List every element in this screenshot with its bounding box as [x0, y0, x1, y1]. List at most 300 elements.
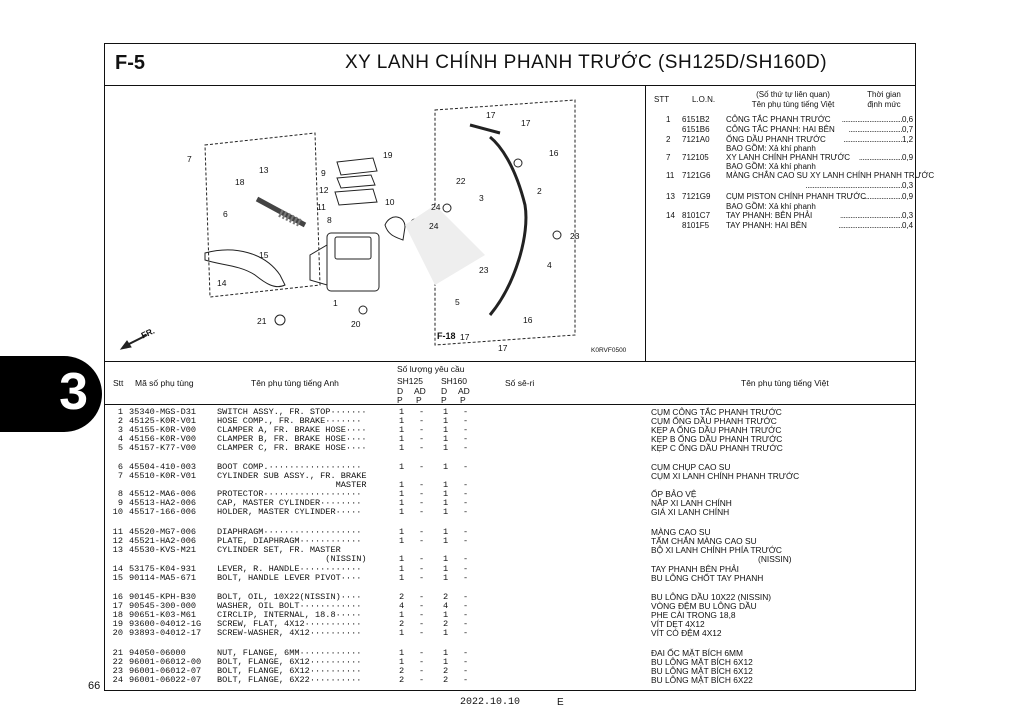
row-part-no: 45521-HA2-006: [129, 536, 197, 546]
table-row: [105, 444, 915, 453]
row-qty-2: -: [419, 480, 425, 490]
ref-time: 0,3: [902, 211, 914, 220]
callout-23a: 23: [570, 231, 580, 241]
row-qty-1: 1: [399, 443, 405, 453]
row-name-en: BOLT, FLANGE, 6X12··········: [217, 666, 362, 676]
col-d-2: D: [441, 386, 448, 396]
ref-stt: 14: [666, 211, 675, 220]
ref-time: 0,4: [902, 221, 914, 230]
callout-16b: 16: [523, 315, 533, 325]
row-stt: 2: [117, 416, 123, 426]
row-qty-4: -: [463, 536, 469, 546]
row-qty-2: -: [419, 666, 425, 676]
col-serial: Số sê-ri: [505, 378, 535, 388]
callout-13: 13: [259, 165, 269, 175]
row-name-vi: (NISSIN): [651, 554, 792, 564]
row-part-no: 45510-K0R-V01: [129, 471, 197, 481]
ref-name: CÔNG TẮC PHANH: HAI BÊN: [726, 125, 835, 134]
callout-20: 20: [351, 319, 361, 329]
row-qty-2: -: [419, 619, 425, 629]
row-part-no: 45155-K0R-V00: [129, 425, 197, 435]
ref-code: 712105: [682, 153, 709, 162]
callout-17b: 17: [521, 118, 531, 128]
ref-name: TAY PHANH: HAI BÊN: [726, 221, 807, 230]
ref-code: 8101C7: [682, 211, 711, 220]
row-part-no: 96001-06022-07: [129, 675, 202, 685]
row-name-vi: VÒNG ĐỆM BU LÔNG DẦU: [651, 601, 757, 611]
callout-17d: 17: [498, 343, 508, 353]
col-p-3: P: [441, 395, 447, 405]
table-row: [105, 574, 915, 583]
row-qty-3: 1: [443, 554, 449, 564]
row-qty-3: 1: [443, 648, 449, 658]
ref-time: 0,7: [902, 125, 914, 134]
row-name-en: BOLT, FLANGE, 6X12··········: [217, 657, 362, 667]
row-name-en: PROTECTOR···················: [217, 489, 362, 499]
callout-22: 22: [456, 176, 466, 186]
callout-7: 7: [187, 154, 192, 164]
callout-24b: 24: [429, 221, 439, 231]
row-qty-4: -: [463, 462, 469, 472]
callout-19: 19: [383, 150, 393, 160]
row-name-en: CLAMPER C, FR. BRAKE HOSE····: [217, 443, 367, 453]
row-qty-3: 1: [443, 425, 449, 435]
col-name-vi: Tên phụ tùng tiếng Việt: [741, 378, 829, 388]
row-stt: 14: [112, 564, 123, 574]
row-qty-3: 1: [443, 573, 449, 583]
row-qty-1: 1: [399, 416, 405, 426]
callout-12: 12: [319, 185, 329, 195]
callout-9: 9: [321, 168, 326, 178]
row-qty-4: -: [463, 416, 469, 426]
row-name-vi: CỤM ỐNG DẦU PHANH TRƯỚC: [651, 416, 777, 426]
row-part-no: 93600-04012-1G: [129, 619, 202, 629]
col-model-1: SH125: [397, 376, 423, 386]
ref-code: 7121G6: [682, 171, 711, 180]
row-part-no: 96001-06012-00: [129, 657, 202, 667]
row-name-en: SCREW-WASHER, 4X12··········: [217, 628, 362, 638]
row-part-no: 45517-166-006: [129, 507, 197, 517]
row-qty-3: 1: [443, 489, 449, 499]
row-qty-4: -: [463, 527, 469, 537]
row-part-no: 90114-MA5-671: [129, 573, 197, 583]
callout-21: 21: [257, 316, 267, 326]
row-qty-4: -: [463, 443, 469, 453]
row-qty-2: -: [419, 554, 425, 564]
row-stt: 16: [112, 592, 123, 602]
row-part-no: 45157-K77-V00: [129, 443, 197, 453]
reference-row: [646, 192, 916, 202]
row-stt: 5: [117, 443, 123, 453]
row-qty-4: -: [463, 425, 469, 435]
row-qty-1: 1: [399, 573, 405, 583]
row-qty-4: -: [463, 434, 469, 444]
row-part-no: 45513-HA2-006: [129, 498, 197, 508]
callout-18: 18: [235, 177, 245, 187]
callout-6: 6: [223, 209, 228, 219]
reference-label: F-18: [437, 331, 456, 341]
row-qty-3: 1: [443, 628, 449, 638]
col-p-4: P: [460, 395, 466, 405]
page-header: [105, 44, 915, 86]
row-qty-1: 1: [399, 507, 405, 517]
row-qty-2: -: [419, 527, 425, 537]
row-qty-1: 1: [399, 564, 405, 574]
ref-col-name: (Số thứ tự liên quan) Tên phụ tùng tiếng Việt: [751, 90, 835, 109]
row-name-en: LEVER, R. HANDLE············: [217, 564, 362, 574]
row-stt: 4: [117, 434, 123, 444]
ref-col-lon: L.O.N.: [692, 95, 716, 104]
row-stt: 3: [117, 425, 123, 435]
diagram-callouts: [105, 85, 645, 361]
row-stt: 24: [112, 675, 123, 685]
parts-table: [105, 361, 915, 693]
row-qty-1: 1: [399, 628, 405, 638]
row-qty-2: -: [419, 443, 425, 453]
row-qty-3: 1: [443, 462, 449, 472]
labor-time-reference: [646, 85, 935, 361]
row-stt: 13: [112, 545, 123, 555]
ref-leader-dots: ..................................: [843, 135, 902, 144]
row-stt: 6: [117, 462, 123, 472]
row-part-no: 93893-04012-17: [129, 628, 202, 638]
ref-leader-dots: ........................................................: [805, 181, 902, 190]
callout-17a: 17: [486, 110, 496, 120]
col-d-1: D: [397, 386, 404, 396]
row-part-no: 90651-K03-M61: [129, 610, 197, 620]
row-name-en: (NISSIN): [217, 554, 367, 564]
row-name-en: BOLT, HANDLE LEVER PIVOT····: [217, 573, 362, 583]
row-name-vi: TAY PHANH BÊN PHẢI: [651, 564, 739, 574]
col-p-2: P: [416, 395, 422, 405]
footer-date: 2022.10.10: [460, 697, 521, 708]
row-name-en: MASTER: [217, 480, 367, 490]
ref-col-time: Thời gian định mức: [867, 90, 901, 109]
row-qty-1: 1: [399, 657, 405, 667]
ref-name: XY LANH CHÍNH PHANH TRƯỚC: [726, 153, 851, 162]
row-name-vi: VÍT DẸT 4X12: [651, 619, 705, 629]
ref-time: 1,2: [902, 135, 914, 144]
row-name-en: CLAMPER A, FR. BRAKE HOSE····: [217, 425, 367, 435]
row-qty-1: 1: [399, 434, 405, 444]
table-row: [105, 629, 915, 638]
row-name-en: BOOT COMP.··················: [217, 462, 362, 472]
col-qty: Số lượng yêu cầu: [397, 364, 465, 374]
row-qty-4: -: [463, 657, 469, 667]
row-qty-1: 2: [399, 592, 405, 602]
row-name-vi: BU LÔNG MẶT BÍCH 6X12: [651, 666, 753, 676]
row-name-en: NUT, FLANGE, 6MM············: [217, 648, 362, 658]
row-name-en: SCREW, FLAT, 4X12···········: [217, 619, 362, 629]
ref-time: 0,3: [902, 181, 914, 190]
ref-leader-dots: ....................................: [839, 211, 902, 220]
row-stt: 18: [112, 610, 123, 620]
row-name-en: CYLINDER SET, FR. MASTER: [217, 545, 341, 555]
row-qty-4: -: [463, 480, 469, 490]
row-part-no: 96001-06012-07: [129, 666, 202, 676]
row-qty-2: -: [419, 416, 425, 426]
row-qty-3: 1: [443, 536, 449, 546]
row-part-no: 45156-K0R-V00: [129, 434, 197, 444]
row-stt: 11: [112, 527, 123, 537]
ref-name: ỐNG DẦU PHANH TRƯỚC: [726, 135, 826, 144]
callout-2: 2: [537, 186, 542, 196]
callout-16a: 16: [549, 148, 559, 158]
row-name-en: BOLT, FLANGE, 6X22··········: [217, 675, 362, 685]
row-qty-1: 4: [399, 601, 405, 611]
callout-4: 4: [547, 260, 552, 270]
ref-code: 6151B6: [682, 125, 710, 134]
row-qty-4: -: [463, 619, 469, 629]
col-p-1: P: [397, 395, 403, 405]
ref-name: MÀNG CHẮN CAO SU XY LANH CHÍNH PHANH TRƯỚC: [726, 171, 935, 180]
row-qty-1: 2: [399, 666, 405, 676]
row-stt: 7: [117, 471, 123, 481]
row-qty-2: -: [419, 657, 425, 667]
row-name-vi: BU LÔNG CHỐT TAY PHANH: [651, 573, 764, 583]
row-name-en: HOSE COMP., FR. BRAKE·······: [217, 416, 362, 426]
row-qty-4: -: [463, 407, 469, 417]
row-qty-1: 1: [399, 648, 405, 658]
ref-stt: 2: [666, 135, 671, 144]
row-qty-4: -: [463, 601, 469, 611]
callout-3: 3: [479, 193, 484, 203]
row-name-vi: TẤM CHẮN MÀNG CAO SU: [651, 536, 757, 546]
row-name-vi: KẸP C ỐNG DẦU PHANH TRƯỚC: [651, 443, 783, 453]
row-name-vi: MÀNG CAO SU: [651, 527, 711, 537]
reference-row: [646, 211, 916, 221]
row-part-no: 35340-MGS-D31: [129, 407, 197, 417]
row-qty-3: 1: [443, 527, 449, 537]
row-name-vi: BU LÔNG MẶT BÍCH 6X12: [651, 657, 753, 667]
ref-code: 7121A0: [682, 135, 710, 144]
row-qty-2: -: [419, 434, 425, 444]
ref-code: 6151B2: [682, 115, 710, 124]
row-stt: 8: [117, 489, 123, 499]
row-qty-2: -: [419, 573, 425, 583]
table-row: [105, 508, 915, 517]
page-title: XY LANH CHÍNH PHANH TRƯỚC (SH125D/SH160D): [345, 52, 828, 73]
row-name-en: PLATE, DIAPHRAGM············: [217, 536, 362, 546]
row-qty-1: 1: [399, 489, 405, 499]
col-name-en: Tên phụ tùng tiếng Anh: [251, 378, 339, 388]
ref-stt: 11: [666, 171, 675, 180]
page-number: 66: [88, 680, 101, 692]
image-code: K0RVF0500: [591, 347, 627, 354]
row-qty-2: -: [419, 628, 425, 638]
row-part-no: 45125-K0R-V01: [129, 416, 197, 426]
row-name-vi: ĐAI ỐC MẶT BÍCH 6MM: [651, 648, 743, 658]
callout-23b: 23: [479, 265, 489, 275]
row-qty-4: -: [463, 507, 469, 517]
ref-stt: 1: [666, 115, 671, 124]
ref-name: TAY PHANH: BÊN PHẢI: [726, 211, 813, 220]
reference-row: [646, 221, 916, 231]
row-name-vi: CỤM CÔNG TẮC PHANH TRƯỚC: [651, 407, 782, 417]
row-stt: 10: [112, 507, 123, 517]
col-stt: Stt: [113, 378, 124, 388]
row-stt: 20: [112, 628, 123, 638]
row-name-vi: BU LÔNG DẦU 10X22 (NISSIN): [651, 592, 772, 602]
row-name-en: BOLT, OIL, 10X22(NISSIN)····: [217, 592, 362, 602]
row-qty-4: -: [463, 554, 469, 564]
ref-name: BAO GỒM: Xả khí phanh: [726, 162, 816, 171]
row-qty-4: -: [463, 666, 469, 676]
ref-name: BAO GỒM: Xả khí phanh: [726, 202, 816, 211]
row-part-no: 53175-K04-931: [129, 564, 197, 574]
row-stt: 9: [117, 498, 123, 508]
row-qty-3: 1: [443, 498, 449, 508]
row-qty-1: 1: [399, 407, 405, 417]
row-qty-1: 1: [399, 425, 405, 435]
row-qty-3: 1: [443, 443, 449, 453]
row-stt: 23: [112, 666, 123, 676]
row-part-no: 94050-06000: [129, 648, 186, 658]
row-qty-3: 1: [443, 657, 449, 667]
col-model-2: SH160: [441, 376, 467, 386]
row-part-no: 45520-MG7-006: [129, 527, 197, 537]
reference-row: [646, 181, 916, 191]
col-part-no: Mã số phụ tùng: [135, 378, 194, 388]
table-row: [105, 555, 915, 564]
ref-name: BAO GỒM: Xả khí phanh: [726, 144, 816, 153]
row-name-en: DIAPHRAGM···················: [217, 527, 362, 537]
ref-leader-dots: .......................: [862, 192, 902, 201]
row-qty-2: -: [419, 648, 425, 658]
col-ad-1: AD: [414, 386, 426, 396]
row-qty-3: 1: [443, 416, 449, 426]
ref-code: 7121G9: [682, 192, 711, 201]
row-name-en: CLAMPER B, FR. BRAKE HOSE····: [217, 434, 367, 444]
row-qty-4: -: [463, 648, 469, 658]
ref-col-stt: STT: [654, 95, 670, 104]
callout-24a: 24: [431, 202, 441, 212]
row-part-no: 90145-KPH-B30: [129, 592, 197, 602]
row-qty-2: -: [419, 507, 425, 517]
callout-8: 8: [327, 215, 332, 225]
row-name-vi: CỤM XI LANH CHÍNH PHANH TRƯỚC: [651, 471, 800, 481]
row-name-vi: BỘ XI LANH CHÍNH PHÍA TRƯỚC: [651, 545, 782, 555]
ref-code: 8101F5: [682, 221, 710, 230]
row-qty-4: -: [463, 564, 469, 574]
row-name-vi: KẸP B ỐNG DẦU PHANH TRƯỚC: [651, 434, 783, 444]
row-stt: 12: [112, 536, 123, 546]
row-qty-4: -: [463, 675, 469, 685]
ref-time: 0,6: [902, 115, 914, 124]
row-qty-1: 2: [399, 619, 405, 629]
row-qty-2: -: [419, 407, 425, 417]
row-qty-4: -: [463, 610, 469, 620]
row-qty-2: -: [419, 564, 425, 574]
reference-row: [646, 125, 916, 135]
row-qty-3: 1: [443, 507, 449, 517]
row-qty-2: -: [419, 610, 425, 620]
parts-table-header: [105, 362, 915, 405]
row-qty-1: 1: [399, 554, 405, 564]
row-name-en: CAP, MASTER CYLINDER········: [217, 498, 362, 508]
ref-stt: 7: [666, 153, 671, 162]
ref-name: CÔNG TẮC PHANH TRƯỚC: [726, 115, 831, 124]
row-qty-1: 1: [399, 498, 405, 508]
front-arrow-label: FR.: [139, 325, 157, 341]
row-qty-3: 1: [443, 434, 449, 444]
row-qty-1: 1: [399, 610, 405, 620]
row-qty-4: -: [463, 628, 469, 638]
callout-11: 11: [317, 202, 326, 212]
row-name-vi: VÍT CÓ ĐỆM 4X12: [651, 628, 722, 638]
row-qty-4: -: [463, 498, 469, 508]
figure-code: F-5: [115, 52, 145, 74]
row-qty-3: 1: [443, 610, 449, 620]
row-qty-2: -: [419, 592, 425, 602]
row-qty-3: 1: [443, 564, 449, 574]
row-part-no: 90545-300-000: [129, 601, 197, 611]
table-row: [105, 676, 915, 685]
row-stt: 19: [112, 619, 123, 629]
reference-row: [646, 115, 916, 125]
exploded-diagram: [105, 85, 646, 361]
row-name-en: HOLDER, MASTER CYLINDER·····: [217, 507, 362, 517]
row-qty-1: 1: [399, 480, 405, 490]
row-name-vi: PHE CÀI TRONG 18,8: [651, 610, 736, 620]
callout-14: 14: [217, 278, 227, 288]
section-tab-number: 3: [59, 363, 88, 421]
row-qty-3: 1: [443, 407, 449, 417]
row-qty-1: 1: [399, 536, 405, 546]
row-stt: 21: [112, 648, 123, 658]
row-qty-3: 2: [443, 666, 449, 676]
row-qty-2: -: [419, 462, 425, 472]
row-stt: 22: [112, 657, 123, 667]
row-qty-4: -: [463, 573, 469, 583]
callout-5: 5: [455, 297, 460, 307]
section-tab: [0, 356, 102, 432]
callout-17c: 17: [460, 332, 470, 342]
row-name-vi: BU LÔNG MẶT BÍCH 6X22: [651, 675, 753, 685]
row-stt: 1: [117, 407, 123, 417]
row-name-vi: KẸP A ỐNG DẦU PHANH TRƯỚC: [651, 425, 782, 435]
row-qty-2: -: [419, 425, 425, 435]
row-qty-3: 1: [443, 480, 449, 490]
row-qty-3: 2: [443, 592, 449, 602]
row-name-en: CYLINDER SUB ASSY., FR. BRAKE: [217, 471, 367, 481]
row-qty-1: 2: [399, 675, 405, 685]
ref-time: 0,9: [902, 153, 914, 162]
row-part-no: 45504-410-003: [129, 462, 197, 472]
footer-edition: E: [557, 697, 564, 708]
ref-time: 0,9: [902, 192, 914, 201]
row-qty-1: 1: [399, 462, 405, 472]
row-name-vi: GIÁ XI LANH CHÍNH: [651, 507, 730, 517]
row-qty-2: -: [419, 536, 425, 546]
ref-stt: 13: [666, 192, 675, 201]
row-name-vi: ỐP BẢO VỆ: [651, 489, 697, 499]
ref-leader-dots: ...............................: [848, 125, 902, 134]
ref-leader-dots: .........................: [858, 153, 902, 162]
row-qty-2: -: [419, 498, 425, 508]
row-name-en: SWITCH ASSY., FR. STOP·······: [217, 407, 367, 417]
ref-leader-dots: ...................................: [841, 115, 902, 124]
col-ad-2: AD: [458, 386, 470, 396]
row-qty-2: -: [419, 601, 425, 611]
row-qty-4: -: [463, 592, 469, 602]
row-name-en: WASHER, OIL BOLT············: [217, 601, 362, 611]
row-qty-2: -: [419, 675, 425, 685]
row-qty-2: -: [419, 489, 425, 499]
reference-header: [646, 90, 916, 112]
row-part-no: 45530-KVS-M21: [129, 545, 197, 555]
row-qty-3: 2: [443, 675, 449, 685]
